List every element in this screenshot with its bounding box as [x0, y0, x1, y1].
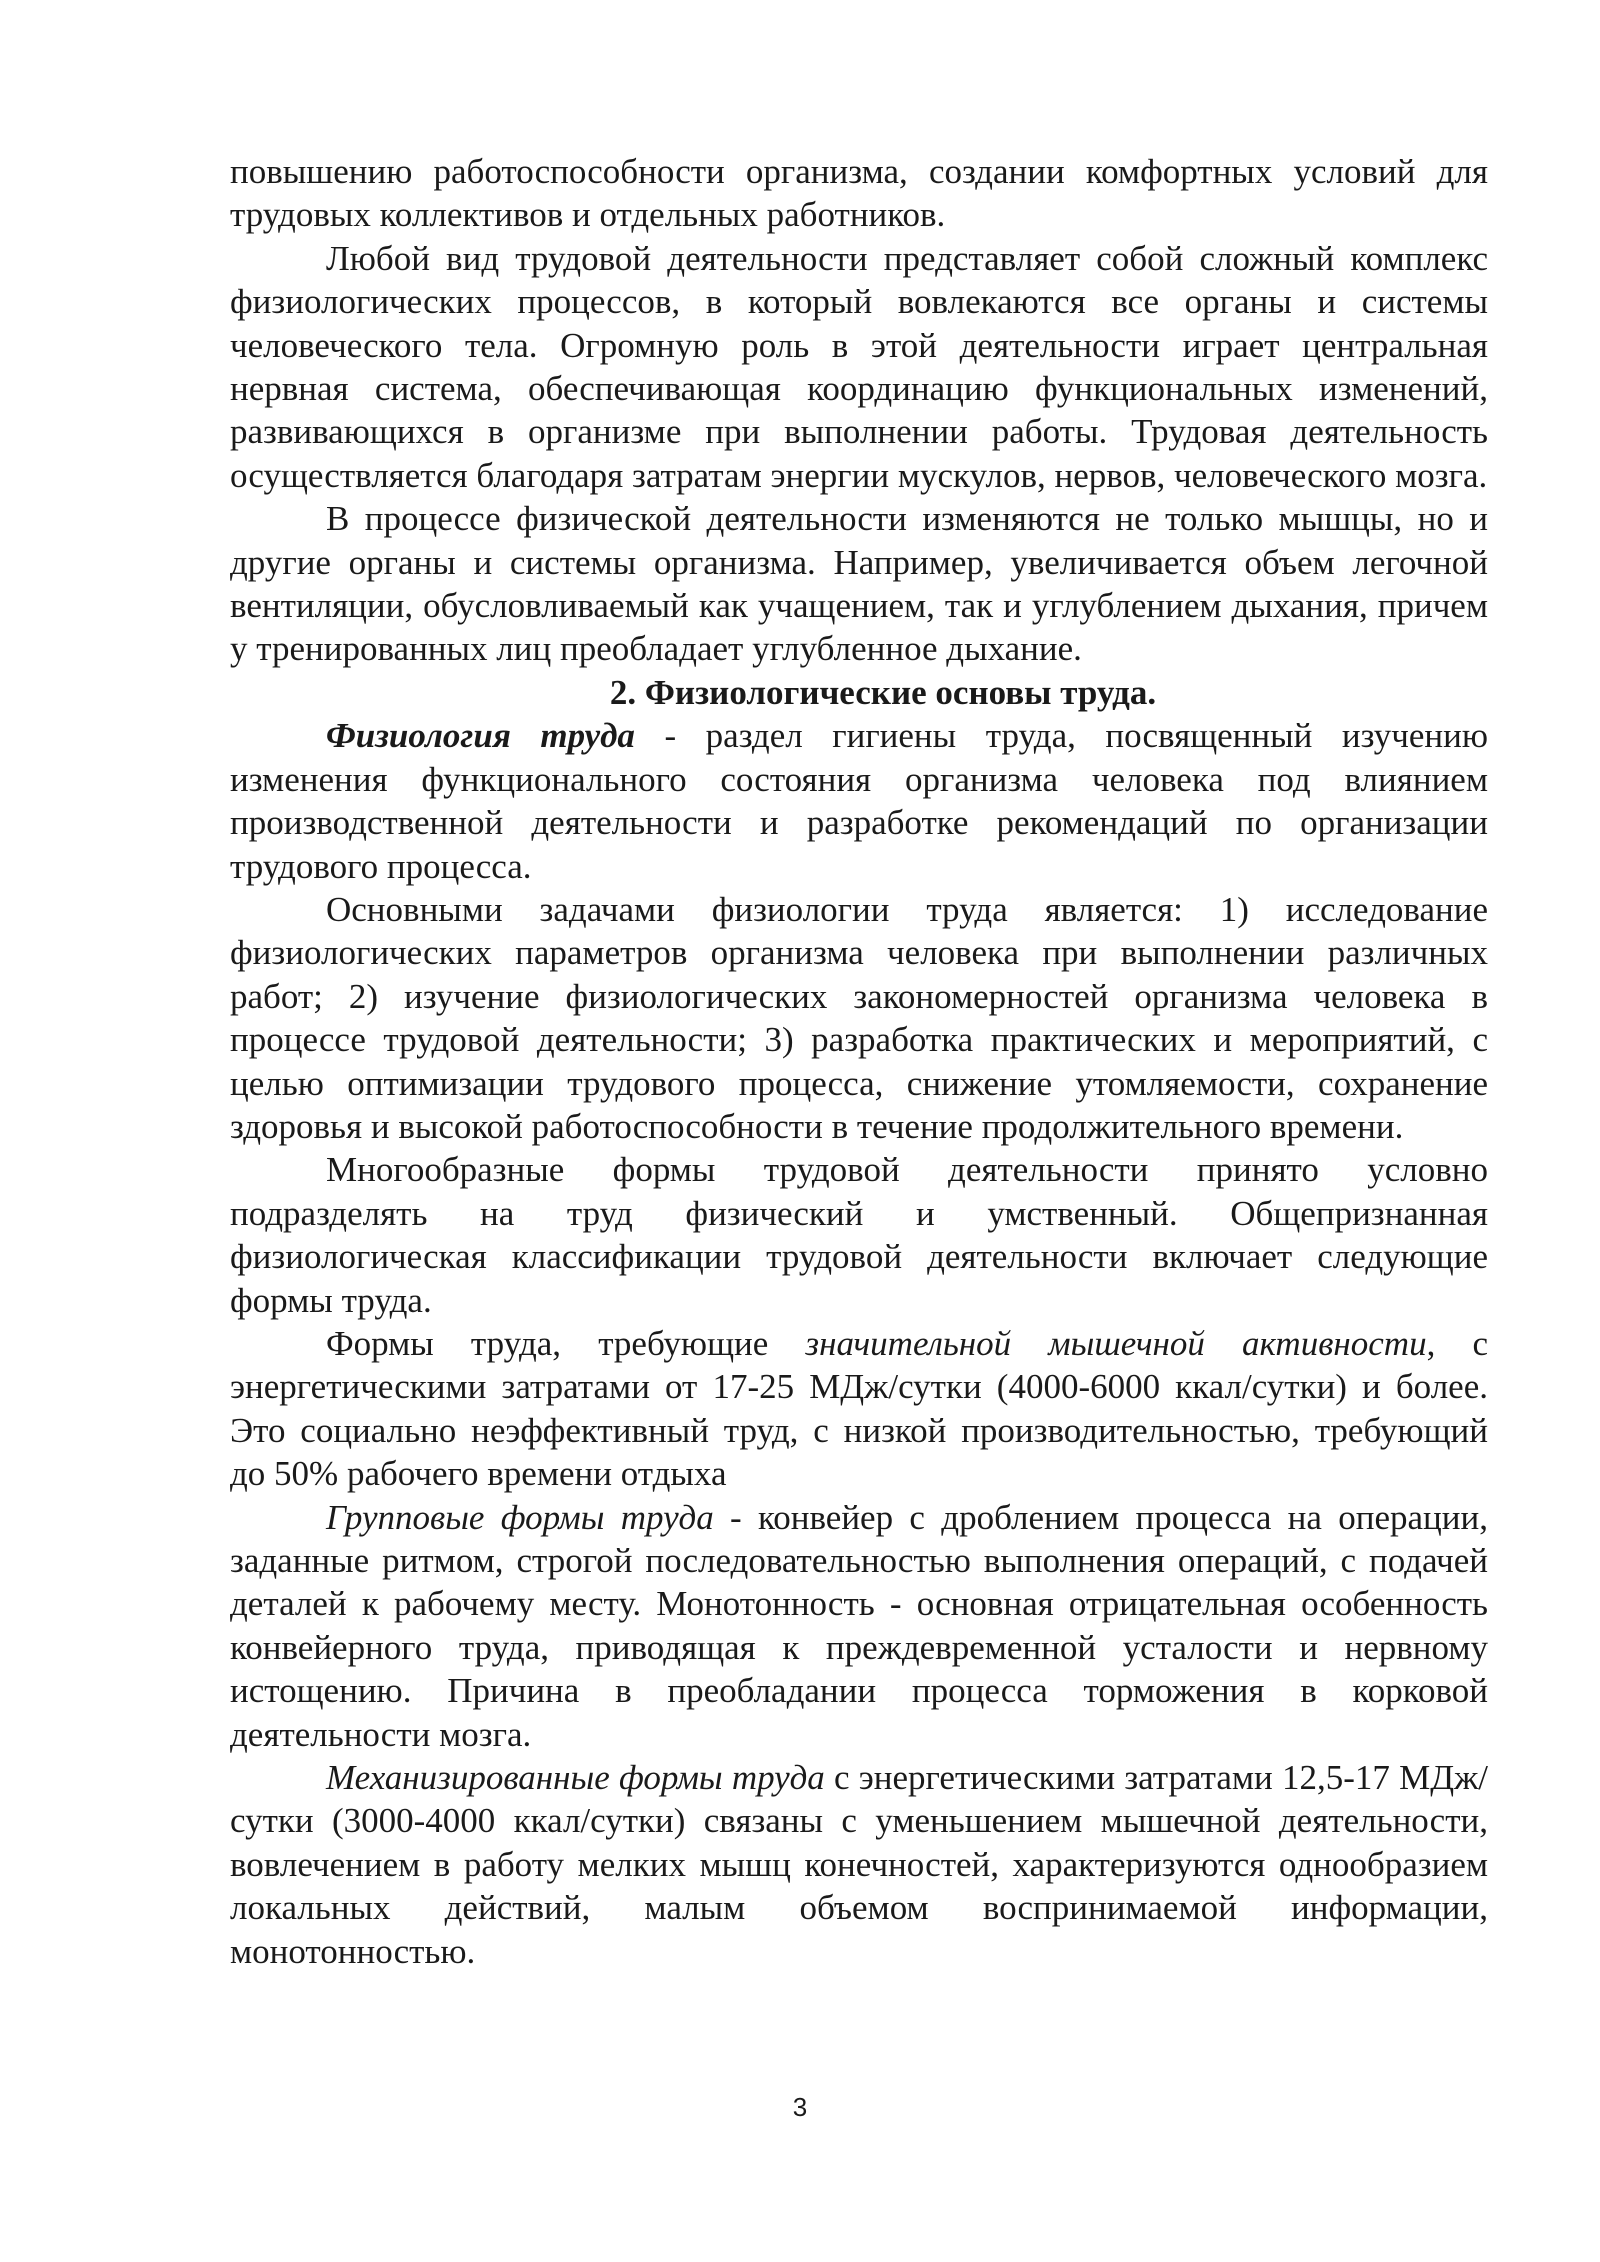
- definition-term: Физиология труда: [326, 716, 635, 756]
- muscular-text: , с энергетическими затратами от 17-25 МДж/сутки (4000-6000 ккал/сутки) и более. Это социально неэффективный труд, с низкой производительностью, требующий до 50% рабочего времени отдыха: [230, 1323, 1488, 1494]
- paragraph-definition: [230, 714, 1488, 888]
- paragraph-mechanized-labor: [230, 1756, 1488, 1973]
- group-term: Групповые формы труда: [326, 1497, 714, 1537]
- section-heading: 2. Физиологические основы труда.: [609, 672, 1157, 712]
- paragraph-muscular-labor: [230, 1322, 1488, 1496]
- paragraph-continuation: повышению работоспособности организма, создании комфортных условий для трудовых коллективов и отдельных работников.: [230, 152, 1488, 235]
- paragraph-labor-activity: Любой вид трудовой деятельности представляет собой сложный комплекс физиологических процессов, в который вовлекаются все органы и системы человеческого тела. Огромную роль в этой деятельности играет центральная нервная система, обеспечивающая координацию функциональных изменений, развивающихся в организме при выполнении работы. Трудовая деятельность осуществляется благодаря затратам энергии мускулов, нервов, человеческого мозга.: [230, 238, 1488, 495]
- paragraph-forms-intro: Многообразные формы трудовой деятельности принято условно подразделять на труд физический и умственный. Общепризнанная физиологическая классификации трудовой деятельности включает следующие формы труда.: [230, 1150, 1488, 1320]
- muscular-term: значительной мышечной активности: [805, 1323, 1427, 1363]
- page-body: [230, 150, 1488, 1973]
- page-number: 3: [792, 2092, 808, 2122]
- mechanized-text: с энергетическими затратами 12,5-17 МДж/сутки (3000-4000 ккал/сутки) связаны с уменьшением мышечной деятельности, вовлечением в работу мелких мышц конечностей, характеризуются однообразием локальных действий, малым объемом воспринимаемой информации, монотонностью.: [230, 1758, 1488, 1971]
- muscular-lead: Формы труда, требующие: [326, 1323, 806, 1363]
- group-text: - конвейер с дроблением процесса на операции, заданные ритмом, строгой последовательностью выполнения операций, с подачей деталей к рабочему месту. Монотонность - основная отрицательная особенность конвейерного труда, приводящая к преждевременной усталости и нервному истощению. Причина в преобладании процесса торможения в корковой деятельности мозга.: [230, 1497, 1489, 1754]
- paragraph-group-labor: [230, 1496, 1488, 1756]
- paragraph-tasks: Основными задачами физиологии труда является: 1) исследование физиологических параметров организма человека при выполнении различных работ; 2) изучение физиологических закономерностей организма человека в процессе трудовой деятельности; 3) разработка практических и мероприятий, с целью оптимизации трудового процесса, снижение утомляемости, сохранение здоровья и высокой работоспособности в течение продолжительного времени.: [230, 889, 1488, 1146]
- paragraph-physical-activity: В процессе физической деятельности изменяются не только мышцы, но и другие органы и системы организма. Например, увеличивается объем легочной вентиляции, обусловливаемый как учащением, так и углублением дыхания, причем у тренированных лиц преобладает углубленное дыхание.: [230, 499, 1488, 669]
- definition-text: - раздел гигиены труда, посвященный изучению изменения функционального состояния организма человека под влиянием производственной деятельности и разработке рекомендаций по организации трудового процесса.: [230, 716, 1488, 886]
- mechanized-term: Механизированные формы труда: [326, 1758, 825, 1798]
